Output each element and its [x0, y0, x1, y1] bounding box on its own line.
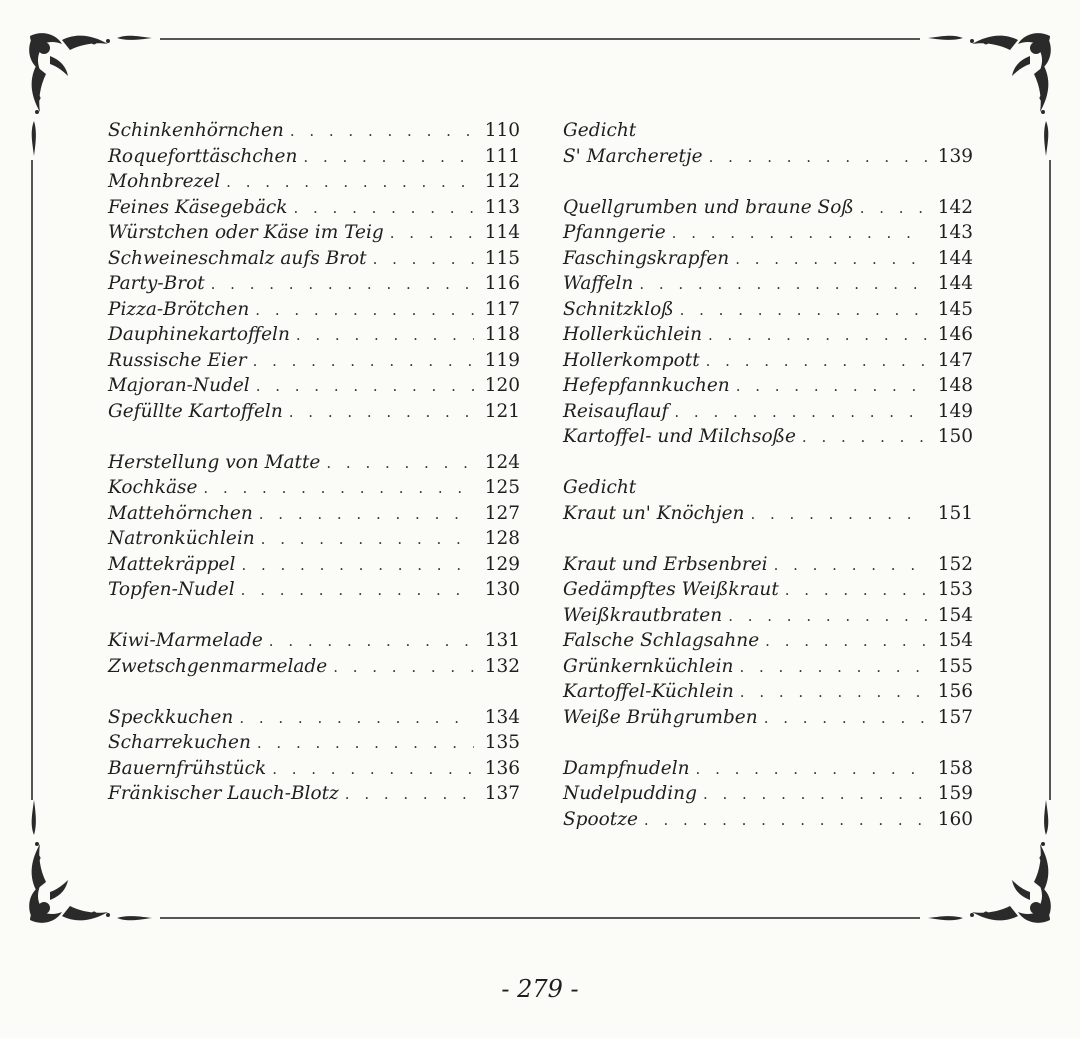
toc-group: [563, 756, 973, 833]
toc-entry-title: Majoran-Nudel: [108, 375, 250, 396]
toc-entry-page: 155: [937, 655, 973, 677]
toc-entry-page: 135: [484, 732, 520, 753]
toc-entry-title: Dampfnudeln: [563, 757, 690, 779]
toc-entry: [563, 220, 973, 246]
toc-entry-page: 151: [937, 502, 973, 524]
dot-leader: [672, 221, 927, 247]
toc-entry-page: 132: [484, 655, 520, 677]
toc-entry: [563, 552, 973, 578]
toc-entry: [108, 297, 520, 323]
dot-leader: [373, 247, 474, 273]
toc-entry-title: Kochkäse: [108, 477, 198, 498]
toc-right-column: [563, 118, 973, 858]
dot-leader: [740, 680, 927, 706]
dot-leader: [709, 145, 927, 171]
dot-leader: [290, 119, 474, 145]
toc-left-column: [108, 118, 520, 832]
toc-entry-title: Kraut un' Knöchjen: [563, 502, 745, 524]
toc-entry: [108, 730, 520, 756]
dot-leader: [644, 808, 927, 834]
toc-entry: [563, 144, 973, 170]
toc-entry-title: Weiße Brühgrumben: [563, 706, 758, 728]
toc-entry-title: Bauernfrühstück: [108, 757, 267, 779]
dot-leader: [211, 272, 474, 298]
toc-entry: [563, 756, 973, 782]
toc-entry: [108, 169, 520, 195]
dot-leader: [764, 706, 927, 732]
dot-leader: [680, 298, 927, 324]
toc-entry: [563, 297, 973, 323]
toc-entry-page: 145: [937, 298, 973, 320]
toc-entry-title: Pizza-Brötchen: [108, 298, 250, 320]
dot-leader: [226, 170, 474, 196]
toc-entry-page: 143: [937, 222, 973, 243]
toc-entry-page: 125: [484, 477, 520, 498]
toc-entry-page: 152: [937, 553, 973, 575]
toc-entry-title: Schweineschmalz aufs Brot: [108, 247, 367, 269]
toc-entry: [108, 756, 520, 782]
toc-entry-title: Scharrekuchen: [108, 732, 251, 753]
toc-entry: [563, 781, 973, 807]
toc-entry-page: 144: [937, 273, 973, 294]
toc-entry: [108, 577, 520, 603]
toc-entry-title: Kiwi-Marmelade: [108, 630, 263, 651]
toc-entry-page: 148: [937, 375, 973, 396]
toc-entry: [108, 781, 520, 807]
toc-entry-title: Mattekräppel: [108, 553, 236, 575]
toc-entry-page: 128: [484, 528, 520, 549]
dot-leader: [739, 655, 927, 681]
toc-entry-title: Roqueforttäschchen: [108, 145, 298, 167]
dot-leader: [261, 527, 474, 553]
toc-entry-title: Falsche Schlagsahne: [563, 630, 760, 651]
toc-entry-page: 112: [484, 171, 520, 192]
toc-entry-page: 115: [484, 247, 520, 269]
toc-entry: [108, 195, 520, 221]
toc-entry-page: 146: [937, 324, 973, 345]
toc-entry-title: Schinkenhörnchen: [108, 120, 284, 141]
frame-left-line: [31, 160, 33, 800]
toc-entry-title: Grünkernküchlein: [563, 655, 734, 677]
toc-entry-title: Faschingskrapfen: [563, 247, 730, 269]
dot-leader: [708, 323, 927, 349]
dot-leader: [203, 476, 474, 502]
toc-entry-title: Kraut und Erbsenbrei: [563, 553, 768, 575]
toc-entry-page: 144: [937, 247, 973, 269]
dot-leader: [303, 145, 474, 171]
toc-group: [108, 628, 520, 679]
toc-entry-title: Topfen-Nudel: [108, 579, 235, 600]
dot-leader: [272, 757, 474, 783]
toc-entry-page: 156: [937, 681, 973, 702]
toc-entry-page: 121: [484, 400, 520, 422]
dot-leader: [259, 502, 474, 528]
toc-entry-title: Herstellung von Matte: [108, 451, 321, 473]
dot-leader: [735, 247, 927, 273]
toc-group: [563, 118, 973, 169]
toc-entry: [108, 501, 520, 527]
toc-entry-title: Schnitzkloß: [563, 298, 674, 320]
toc-entry-title: Kartoffel- und Milchsoße: [563, 426, 796, 447]
toc-entry: [108, 144, 520, 170]
toc-entry-page: 120: [484, 375, 520, 396]
dot-leader: [293, 196, 474, 222]
toc-entry-page: 153: [937, 579, 973, 600]
dot-leader: [785, 578, 927, 604]
toc-entry: [563, 705, 973, 731]
toc-entry-page: 111: [484, 145, 520, 167]
dot-leader: [639, 272, 927, 298]
toc-entry: [563, 399, 973, 425]
toc-entry-title: Party-Brot: [108, 273, 205, 294]
toc-entry-title: Nudelpudding: [563, 783, 697, 804]
toc-entry-page: 160: [937, 808, 973, 830]
dot-leader: [257, 731, 474, 757]
dot-leader: [774, 553, 927, 579]
dot-leader: [728, 604, 927, 630]
toc-entry: [108, 220, 520, 246]
dot-leader: [696, 757, 927, 783]
toc-entry-title: Pfanngerie: [563, 222, 666, 243]
toc-entry: [108, 246, 520, 272]
dot-leader: [706, 349, 927, 375]
toc-entry-page: 113: [484, 196, 520, 218]
toc-entry-page: 130: [484, 579, 520, 600]
dot-leader: [296, 323, 474, 349]
toc-entry: [108, 271, 520, 297]
toc-group: [563, 195, 973, 450]
toc-group: [563, 552, 973, 731]
toc-group: [563, 475, 973, 526]
toc-entry-title: Reisauflauf: [563, 400, 669, 422]
dot-leader: [390, 221, 474, 247]
toc-entry-title: Zwetschgenmarmelade: [108, 655, 328, 677]
toc-entry-title: Kartoffel-Küchlein: [563, 681, 734, 702]
dot-leader: [269, 629, 474, 655]
toc-entry-title: Hefepfannkuchen: [563, 375, 730, 396]
toc-entry-title: Würstchen oder Käse im Teig: [108, 222, 384, 243]
toc-entry: [108, 654, 520, 680]
toc-section-heading: Gedicht: [563, 477, 637, 498]
toc-entry-page: 131: [484, 630, 520, 651]
toc-entry: [108, 322, 520, 348]
toc-group: [108, 450, 520, 603]
dot-leader: [333, 655, 474, 681]
frame-top-line: [160, 38, 920, 40]
toc-entry: [108, 348, 520, 374]
dot-leader: [802, 425, 927, 451]
dot-leader: [255, 298, 474, 324]
frame-bottom-line: [160, 917, 920, 919]
toc-entry-title: Weißkrautbraten: [563, 604, 723, 626]
dot-leader: [860, 196, 927, 222]
dot-leader: [674, 400, 927, 426]
toc-entry: [563, 603, 973, 629]
toc-entry: [563, 628, 973, 654]
toc-entry-title: Mohnbrezel: [108, 171, 221, 192]
toc-entry: [563, 577, 973, 603]
toc-group: [108, 118, 520, 424]
toc-entry-page: 117: [484, 298, 520, 320]
toc-entry: [108, 373, 520, 399]
toc-entry: [563, 271, 973, 297]
dot-leader: [345, 782, 474, 808]
toc-entry-page: 114: [484, 222, 520, 243]
toc-entry: [563, 679, 973, 705]
dot-leader: [253, 349, 474, 375]
toc-entry-title: Hollerküchlein: [563, 324, 702, 345]
toc-entry-page: 137: [484, 783, 520, 804]
toc-entry: [108, 450, 520, 476]
toc-entry: [563, 424, 973, 450]
toc-entry-page: 136: [484, 757, 520, 779]
toc-entry: [108, 399, 520, 425]
frame-right-line: [1049, 160, 1051, 800]
toc-entry-page: 147: [937, 349, 973, 371]
toc-entry-page: 157: [937, 706, 973, 728]
toc-entry-page: 149: [937, 400, 973, 422]
toc-entry: [563, 654, 973, 680]
toc-entry-page: 154: [937, 630, 973, 651]
toc-entry-page: 119: [484, 349, 520, 371]
page-number: - 279 -: [501, 975, 579, 1003]
toc-group: [108, 705, 520, 807]
toc-entry: [563, 322, 973, 348]
toc-entry-title: Gefüllte Kartoffeln: [108, 400, 283, 422]
toc-entry-title: Waffeln: [563, 273, 634, 294]
toc-entry: [563, 348, 973, 374]
toc-entry-page: 139: [937, 145, 973, 167]
dot-leader: [256, 374, 474, 400]
toc-entry-title: S' Marcheretje: [563, 145, 703, 167]
dot-leader: [765, 629, 927, 655]
toc-entry-page: 158: [937, 757, 973, 779]
toc-entry-page: 142: [937, 196, 973, 218]
dot-leader: [703, 782, 927, 808]
toc-entry-page: 134: [484, 706, 520, 728]
toc-section-heading: Gedicht: [563, 120, 637, 141]
toc-entry-title: Quellgrumben und braune Soß: [563, 196, 854, 218]
dot-leader: [750, 502, 927, 528]
toc-entry-title: Russische Eier: [108, 349, 247, 371]
toc-entry: [108, 705, 520, 731]
dot-leader: [241, 578, 474, 604]
toc-entry-title: Speckkuchen: [108, 706, 234, 728]
toc-entry: [563, 195, 973, 221]
dot-leader: [289, 400, 474, 426]
toc-entry-title: Feines Käsegebäck: [108, 196, 288, 218]
toc-entry-page: 127: [484, 502, 520, 524]
dot-leader: [241, 553, 474, 579]
toc-entry-title: Dauphinekartoffeln: [108, 324, 290, 345]
toc-entry: [108, 526, 520, 552]
toc-entry: [563, 501, 973, 527]
dot-leader: [736, 374, 927, 400]
toc-entry-page: 129: [484, 553, 520, 575]
toc-entry: [108, 552, 520, 578]
toc-entry-title: Hollerkompott: [563, 349, 700, 371]
toc-entry: [563, 807, 973, 833]
toc-entry-page: 159: [937, 783, 973, 804]
toc-entry-page: 110: [484, 120, 520, 141]
toc-entry-title: Natronküchlein: [108, 528, 255, 549]
toc-entry-page: 124: [484, 451, 520, 473]
toc-entry: [563, 373, 973, 399]
toc-entry-title: Mattehörnchen: [108, 502, 253, 524]
toc-entry: [108, 118, 520, 144]
toc-entry-page: 154: [937, 604, 973, 626]
toc-entry-page: 150: [937, 426, 973, 447]
toc-entry-page: 116: [484, 273, 520, 294]
toc-entry-title: Fränkischer Lauch-Blotz: [108, 783, 339, 804]
toc-entry: [563, 246, 973, 272]
dot-leader: [239, 706, 474, 732]
toc-entry: [108, 475, 520, 501]
toc-entry-title: Spootze: [563, 808, 638, 830]
dot-leader: [326, 451, 474, 477]
toc-entry-title: Gedämpftes Weißkraut: [563, 579, 779, 600]
toc-entry-page: 118: [484, 324, 520, 345]
toc-entry: [108, 628, 520, 654]
